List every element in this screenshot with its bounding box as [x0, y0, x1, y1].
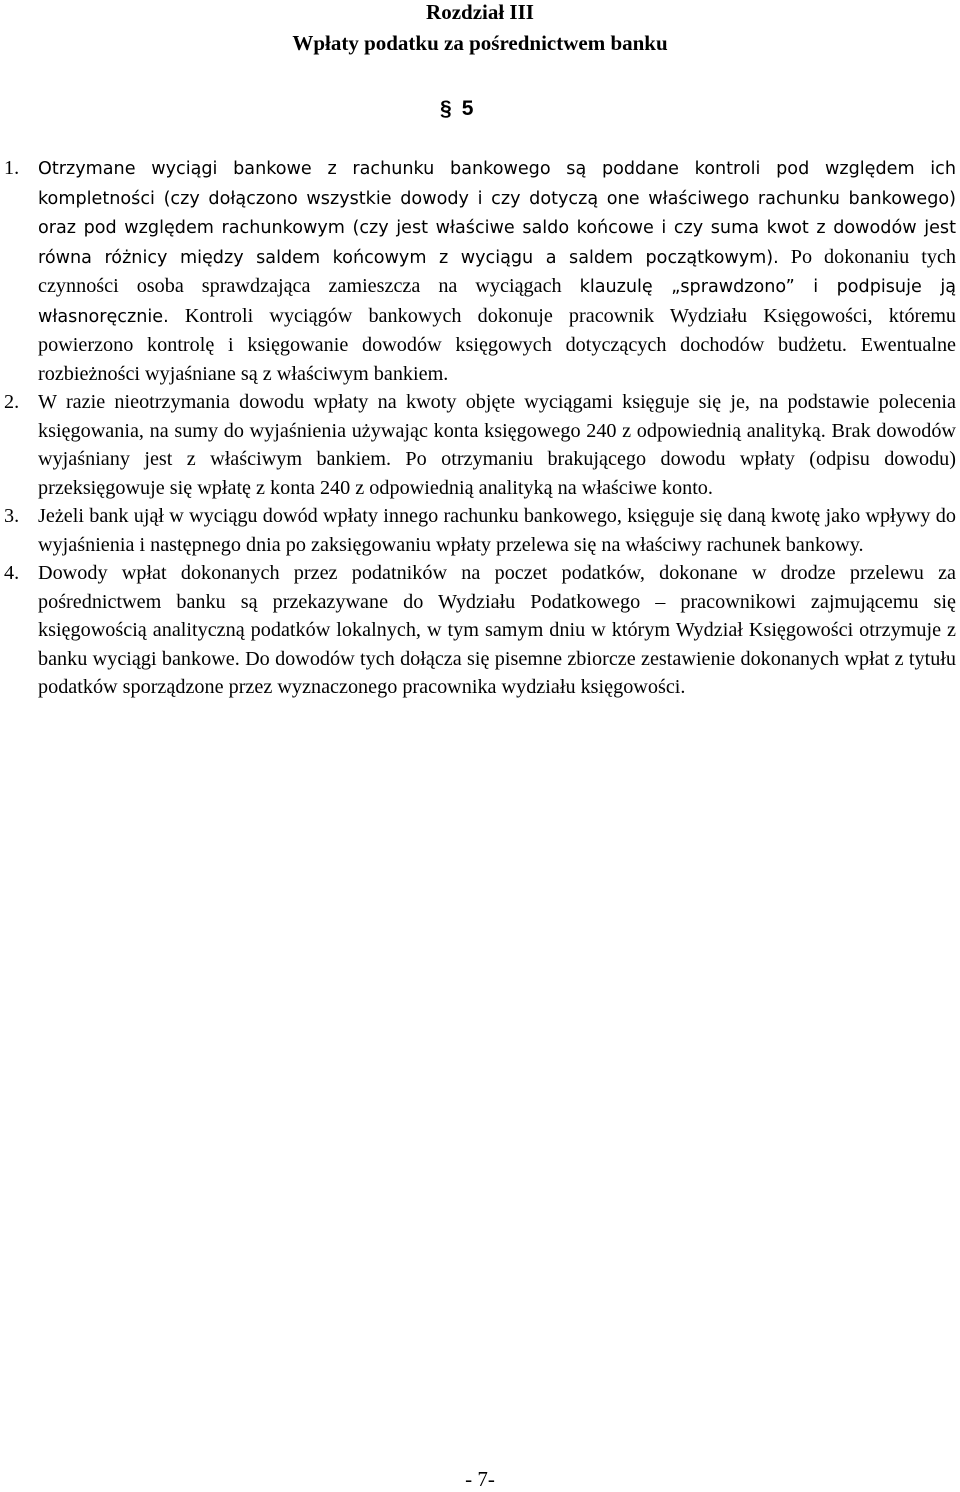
item-number: 2. — [4, 391, 20, 413]
item-text-part: Otrzymane wyciągi bankowe z rachunku bankowego są poddane kontroli pod względem ich kompletności (czy dołączono wszystkie dowody i czy dotyczą one właściwego rachunku bankowego) oraz pod względem rachunkowym (czy jest właściwe saldo końcowe i czy suma kwot z dowodów jest równa różnicy między saldem końcowym z wyciągu a saldem początkowym). — [38, 159, 956, 268]
item-number: 3. — [4, 505, 20, 527]
item-text: Dowody wpłat dokonanych przez podatników na poczet podatków, dokonane w drodze przelewu za pośrednictwem banku są przekazywane do Wydziału Podatkowego – pracownikowi zajmującemu się księgowością analityczną podatków lokalnych, w tym samym dniu w którym Wydział Księgowości otrzymuje z banku wyciągi bankowe. Do dowodów tych dołącza się pisemne zbiorcze zestawienie dokonanych wpłat z tytułu podatków sporządzone przez wyznaczonego pracownika wydziału księgowości. — [38, 562, 956, 698]
section-number: 5 — [461, 97, 474, 120]
item-number: 1. — [4, 157, 20, 179]
item-number: 4. — [4, 562, 20, 584]
item-text-part: klauzulę „sprawdzono” i podpisuje ją własnoręcznie. — [38, 277, 956, 327]
paragraph-list — [0, 154, 960, 702]
list-item-2 — [0, 388, 960, 502]
section-symbol: § — [440, 97, 452, 120]
chapter-title: Wpłaty podatku za pośrednictwem banku — [292, 31, 668, 55]
list-item-3 — [0, 502, 960, 559]
item-text-part: Po dokonaniu tych czynności osoba sprawdzająca zamieszcza na wyciągach — [38, 245, 957, 297]
chapter-number: Rozdział III — [426, 0, 534, 24]
page-number: - 7- — [465, 1467, 495, 1491]
item-text-part: Kontroli wyciągów bankowych dokonuje pracownik Wydziału Księgowości, któremu powierzono kontrolę i księgowanie dowodów księgowych dotyczących dochodów budżetu. Ewentualne rozbieżności wyjaśniane są z właściwym bankiem. — [38, 304, 957, 385]
list-item-1 — [0, 154, 960, 388]
list-item-4 — [0, 559, 960, 702]
item-text: Jeżeli bank ujął w wyciągu dowód wpłaty innego rachunku bankowego, księguje się daną kwotę jako wpływy do wyjaśnienia i następnego dnia po zaksięgowaniu wpłaty przelewa się na właściwy rachunek bankowy. — [38, 505, 956, 556]
section-heading — [440, 94, 473, 124]
item-text: W razie nieotrzymania dowodu wpłaty na kwoty objęte wyciągami księguje się je, na podstawie polecenia księgowania, na sumy do wyjaśnienia używając konta księgowego 240 z odpowiednią analityką. Brak dowodów wyjaśniany jest z właściwym bankiem. Po otrzymaniu brakującego dowodu wpłaty (odpisu dowodu) przeksięgowuje się wpłatę z konta 240 z odpowiednią analityką na właściwe konto. — [38, 391, 956, 499]
